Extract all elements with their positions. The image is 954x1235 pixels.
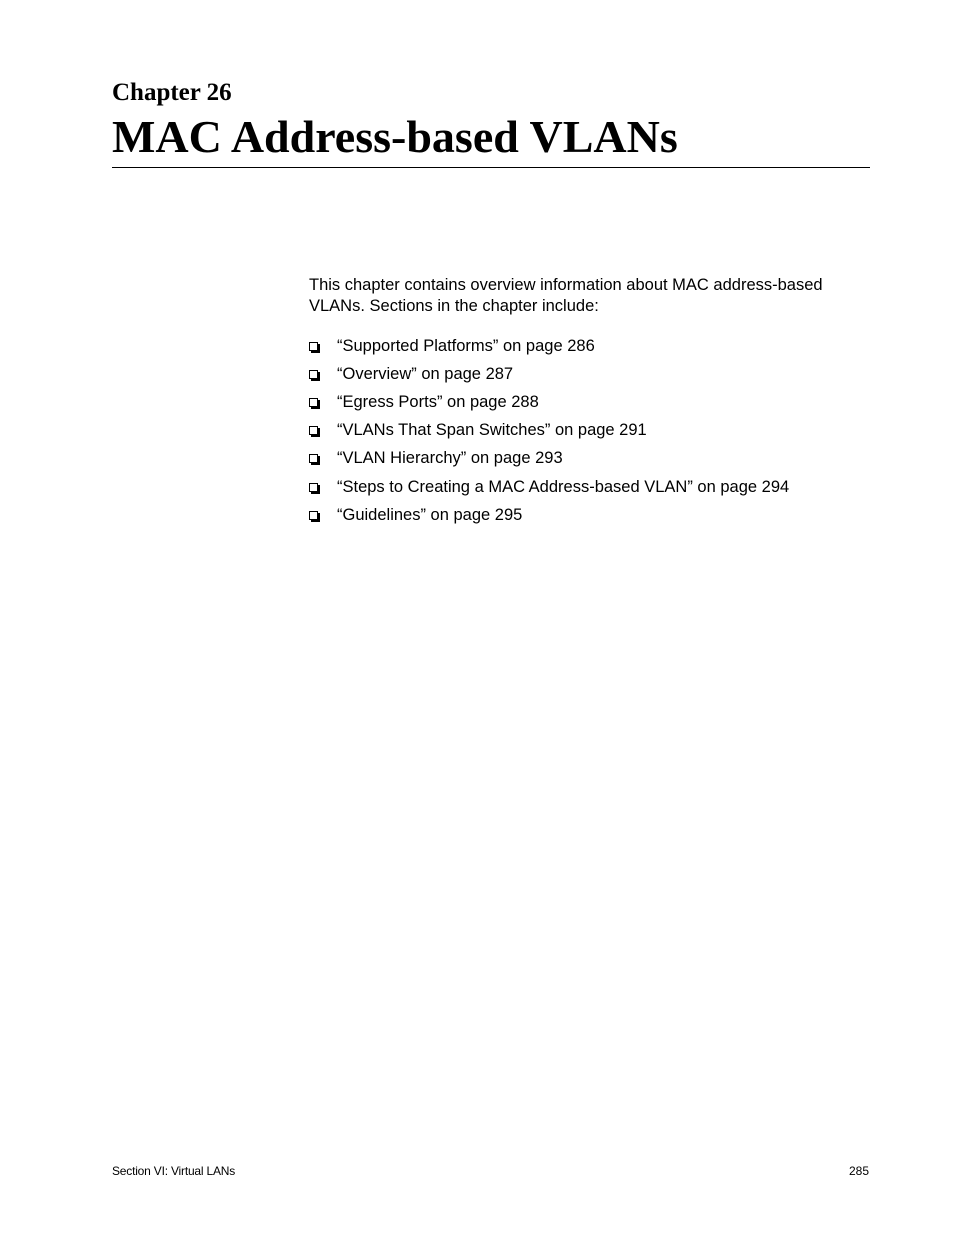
- checkbox-bullet-icon: [309, 454, 318, 463]
- list-item[interactable]: [309, 332, 789, 360]
- list-item[interactable]: [309, 501, 789, 529]
- list-item[interactable]: [309, 473, 789, 501]
- chapter-label: Chapter 26: [112, 79, 232, 106]
- list-item[interactable]: [309, 388, 789, 416]
- section-link[interactable]: “Overview” on page 287: [337, 364, 514, 383]
- checkbox-bullet-icon: [309, 511, 318, 520]
- list-item[interactable]: [309, 445, 789, 473]
- list-item[interactable]: [309, 360, 789, 388]
- title-divider: [112, 167, 870, 168]
- checkbox-bullet-icon: [309, 370, 318, 379]
- section-link[interactable]: “Steps to Creating a MAC Address-based VLAN” on page 294: [337, 477, 790, 496]
- intro-paragraph: This chapter contains overview information about MAC address-based VLANs. Sections in the chapter include:: [309, 276, 823, 315]
- list-item[interactable]: [309, 417, 789, 445]
- checkbox-bullet-icon: [309, 398, 318, 407]
- footer-section-name: Section VI: Virtual LANs: [112, 1164, 236, 1178]
- page-title: MAC Address-based VLANs: [112, 111, 678, 162]
- section-link[interactable]: “VLANs That Span Switches” on page 291: [337, 421, 647, 440]
- section-link[interactable]: “Guidelines” on page 295: [337, 505, 523, 524]
- section-list: [309, 332, 789, 529]
- checkbox-bullet-icon: [309, 342, 318, 351]
- section-link[interactable]: “Supported Platforms” on page 286: [337, 336, 595, 355]
- checkbox-bullet-icon: [309, 426, 318, 435]
- checkbox-bullet-icon: [309, 483, 318, 492]
- section-link[interactable]: “Egress Ports” on page 288: [337, 392, 539, 411]
- footer-page-number: 285: [848, 1164, 869, 1178]
- section-link[interactable]: “VLAN Hierarchy” on page 293: [337, 449, 563, 468]
